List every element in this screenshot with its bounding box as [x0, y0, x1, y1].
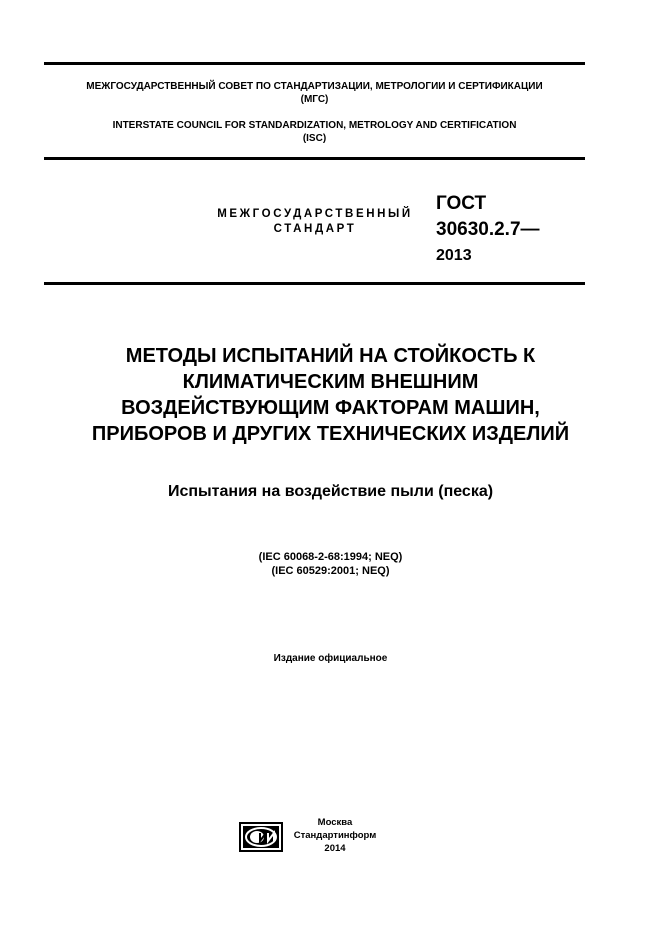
council-en [44, 119, 585, 145]
standartinform-logo-icon [239, 822, 283, 852]
title-line: ПРИБОРОВ И ДРУГИХ ТЕХНИЧЕСКИХ ИЗДЕЛИЙ [91, 423, 570, 445]
reference-item: (IEC 60068-2-68:1994; NEQ) [258, 551, 403, 563]
publisher-city: Москва [317, 817, 353, 828]
gost-year: 2013 [436, 247, 472, 264]
standard-type-line1: МЕЖГОСУДАРСТВЕННЫЙ [217, 208, 413, 220]
publisher-name: Стандартинформ [293, 830, 377, 841]
document-title [30, 343, 631, 447]
council-en-abbr: (ISC) [302, 133, 327, 144]
publisher-year: 2014 [324, 843, 346, 854]
document-subtitle: Испытания на воздействие пыли (песка) [167, 483, 494, 500]
header-rule [44, 157, 585, 160]
gost-label: ГОСТ [436, 193, 487, 214]
council-ru-abbr: (МГС) [300, 94, 329, 105]
standard-type-label [190, 207, 440, 237]
publisher-imprint [290, 816, 380, 855]
council-en-name: INTERSTATE COUNCIL FOR STANDARDIZATION, METROLOGY AND CERTIFICATION [112, 120, 517, 131]
references [30, 550, 631, 578]
standard-type-line2: СТАНДАРТ [273, 223, 357, 235]
gost-number: 30630.2.7— [436, 219, 540, 240]
standard-rule [44, 282, 585, 285]
title-line: МЕТОДЫ ИСПЫТАНИЙ НА СТОЙКОСТЬ К [125, 345, 536, 367]
top-rule [44, 62, 585, 65]
title-line: ВОЗДЕЙСТВУЮЩИМ ФАКТОРАМ МАШИН, [121, 397, 540, 419]
edition-label: Издание официальное [273, 653, 388, 664]
council-ru [44, 80, 585, 106]
council-ru-name: МЕЖГОСУДАРСТВЕННЫЙ СОВЕТ ПО СТАНДАРТИЗАЦИИ, МЕТРОЛОГИИ И СЕРТИФИКАЦИИ [86, 81, 543, 92]
gost-designation [436, 191, 540, 269]
reference-item: (IEC 60529:2001; NEQ) [271, 565, 390, 577]
title-line: КЛИМАТИЧЕСКИМ ВНЕШНИМ [182, 371, 479, 393]
